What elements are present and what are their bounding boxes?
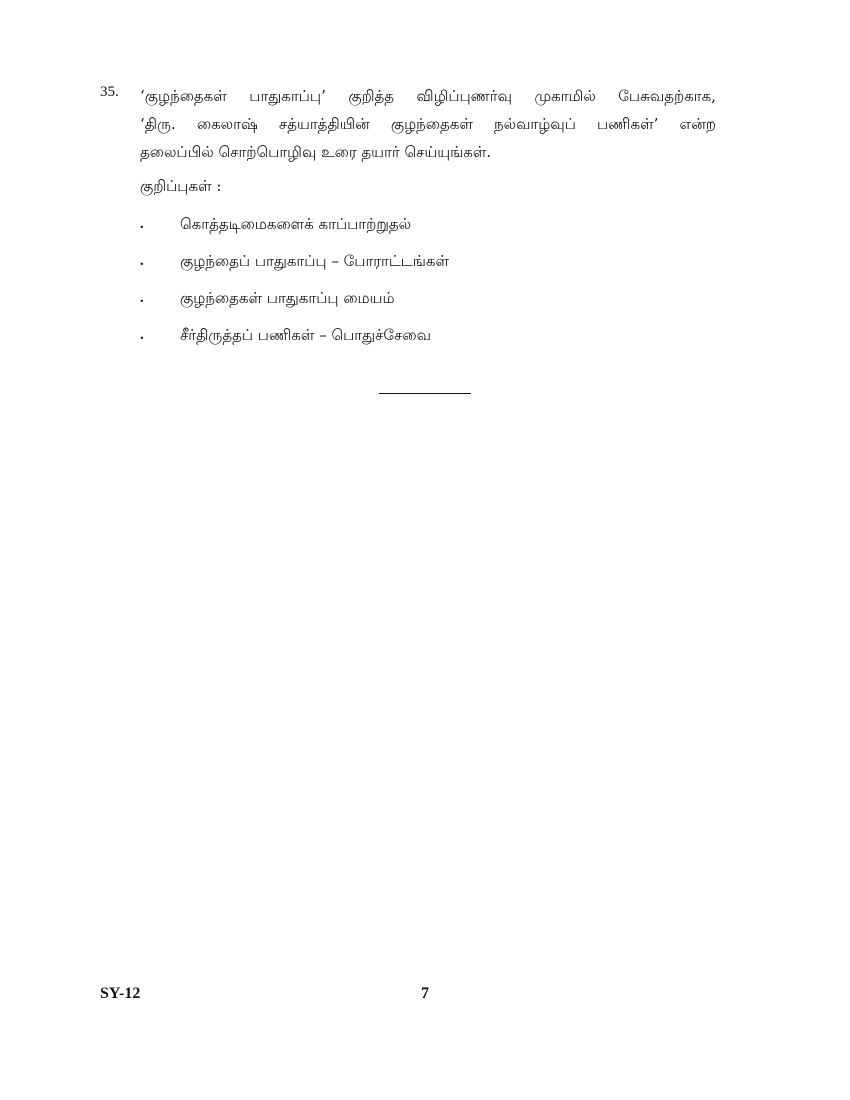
question-text: [140, 82, 716, 166]
bullet-dot: .: [140, 290, 144, 306]
question-number: 35.: [100, 84, 119, 100]
hint-text: கொத்தடிமைகளைக் காப்பாற்றுதல்: [180, 215, 412, 233]
bullet-dot: .: [140, 216, 144, 232]
bullet-dot: .: [140, 253, 144, 269]
footer-paper-code: SY-12: [100, 985, 141, 1002]
end-divider: [379, 393, 471, 394]
hints-heading: குறிப்புகள் :: [140, 177, 222, 195]
question-line: ‘குழந்தைகள் பாதுகாப்பு’ குறித்த விழிப்புணர்வு முகாமில் பேசுவதற்காக,: [140, 87, 716, 105]
hint-text: குழந்தைப் பாதுகாப்பு – போராட்டங்கள்: [180, 252, 450, 270]
hint-text: சீர்திருத்தப் பணிகள் – பொதுச்சேவை: [180, 326, 431, 344]
bullet-dot: .: [140, 327, 144, 343]
question-line: தலைப்பில் சொற்பொழிவு உரை தயார் செய்யுங்கள்.: [140, 143, 492, 161]
footer-page-number: 7: [421, 985, 429, 1002]
question-line: ‘திரு. கைலாஷ் சத்யாத்தியின் குழந்தைகள் நல்வாழ்வுப் பணிகள்’ என்ற: [140, 115, 716, 133]
hint-text: குழந்தைகள் பாதுகாப்பு மையம்: [180, 289, 395, 307]
